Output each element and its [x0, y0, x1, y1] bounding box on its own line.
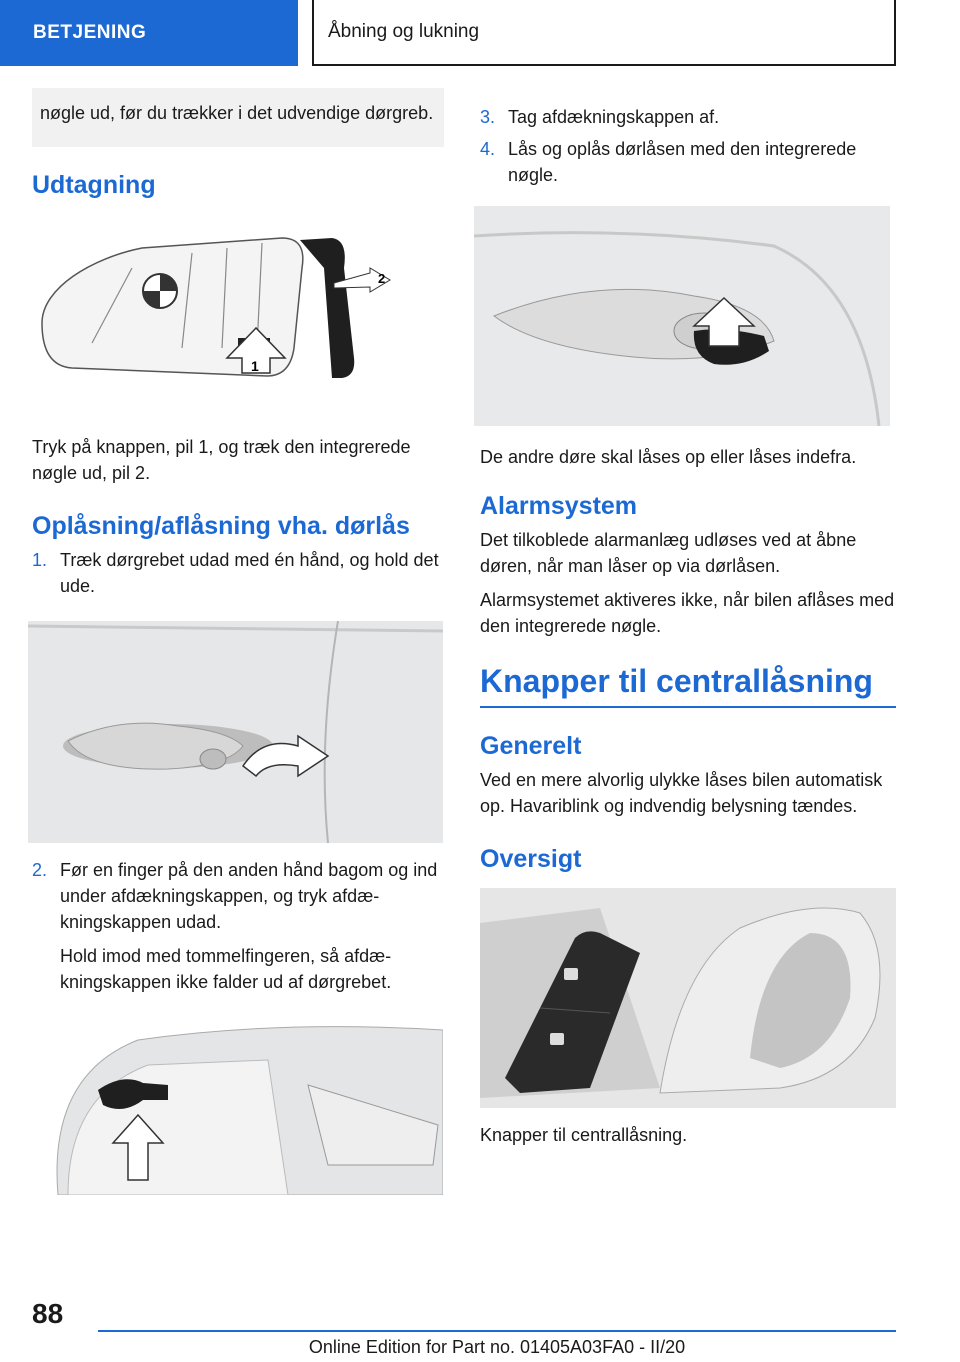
step-text: Træk dørgrebet udad med én hånd, og hold det ude. [60, 550, 439, 596]
list-item [32, 547, 444, 599]
key-arrow-label-2: 2 [378, 271, 386, 286]
note-box [32, 88, 444, 147]
step-number: 4. [480, 139, 496, 159]
key-illustration [32, 228, 444, 398]
list-item [32, 857, 444, 935]
section-tab: BETJENING [0, 0, 298, 66]
door-lock-figure [474, 206, 890, 426]
list-item [480, 136, 896, 188]
step-text: Lås og oplås dørlåsen med den integrerede nøgle. [508, 139, 857, 185]
oplas-heading: Oplåsning/aflåsning vha. dørlås [32, 512, 410, 540]
footer-divider [98, 1330, 896, 1332]
steps-list-left [32, 547, 444, 599]
udtagning-heading: Udtagning [32, 171, 156, 199]
steps-list-right [480, 104, 896, 188]
generelt-text: Ved en mere alvorlig ulykke låses bilen automatisk op. Havariblink og indvendig belysning tændes. [480, 770, 883, 816]
edition-text: Online Edition for Part no. 01405A03FA0 - II/20 [308, 1337, 686, 1357]
step-text: Tag afdækningskappen af. [508, 107, 720, 127]
cap-removal-figure [28, 1015, 443, 1195]
note-text: nøgle ud, før du trækker i det udvendige dørgreb. [40, 103, 434, 123]
key-arrow-label-1: 1 [251, 358, 259, 374]
oversigt-heading: Oversigt [480, 845, 582, 873]
chapter-title: Åbning og lukning [312, 0, 896, 66]
page-number: 88 [32, 1298, 64, 1329]
alarm-text-1: Det tilkoblede alarmanlæg udløses ved at åbne døren, når man låser op via dørlåsen. [480, 530, 857, 576]
central-lock-figure [480, 888, 896, 1108]
alarm-text-2: Alarmsystemet aktiveres ikke, når bilen aflåses med den integrerede nøgle. [480, 590, 895, 636]
left-column [32, 88, 444, 1195]
step-number: 3. [480, 107, 496, 127]
doors-text: De andre døre skal låses op eller låses indefra. [480, 447, 857, 467]
steps-list-left-2 [32, 857, 444, 935]
step-number: 2. [32, 860, 48, 880]
knapper-heading: Knapper til centrallåsning [480, 663, 896, 708]
door-handle-figure [28, 621, 443, 843]
alarm-heading: Alarmsystem [480, 492, 638, 520]
list-item [480, 104, 896, 130]
figure-caption: Knapper til centrallåsning. [480, 1125, 688, 1145]
generelt-heading: Generelt [480, 732, 582, 760]
step2-extra-text: Hold imod med tommelfingeren, så afdækningskappen ikke falder ud af dørgrebet. [60, 946, 392, 992]
right-column [480, 88, 896, 1148]
udtagning-text: Tryk på knappen, pil 1, og træk den integrerede nøgle ud, pil 2. [32, 437, 411, 483]
step-text: Før en finger på den anden hånd bagom og ind under afdækningskappen, og tryk afdækningskappen udad. [60, 860, 438, 932]
step-number: 1. [32, 550, 48, 570]
